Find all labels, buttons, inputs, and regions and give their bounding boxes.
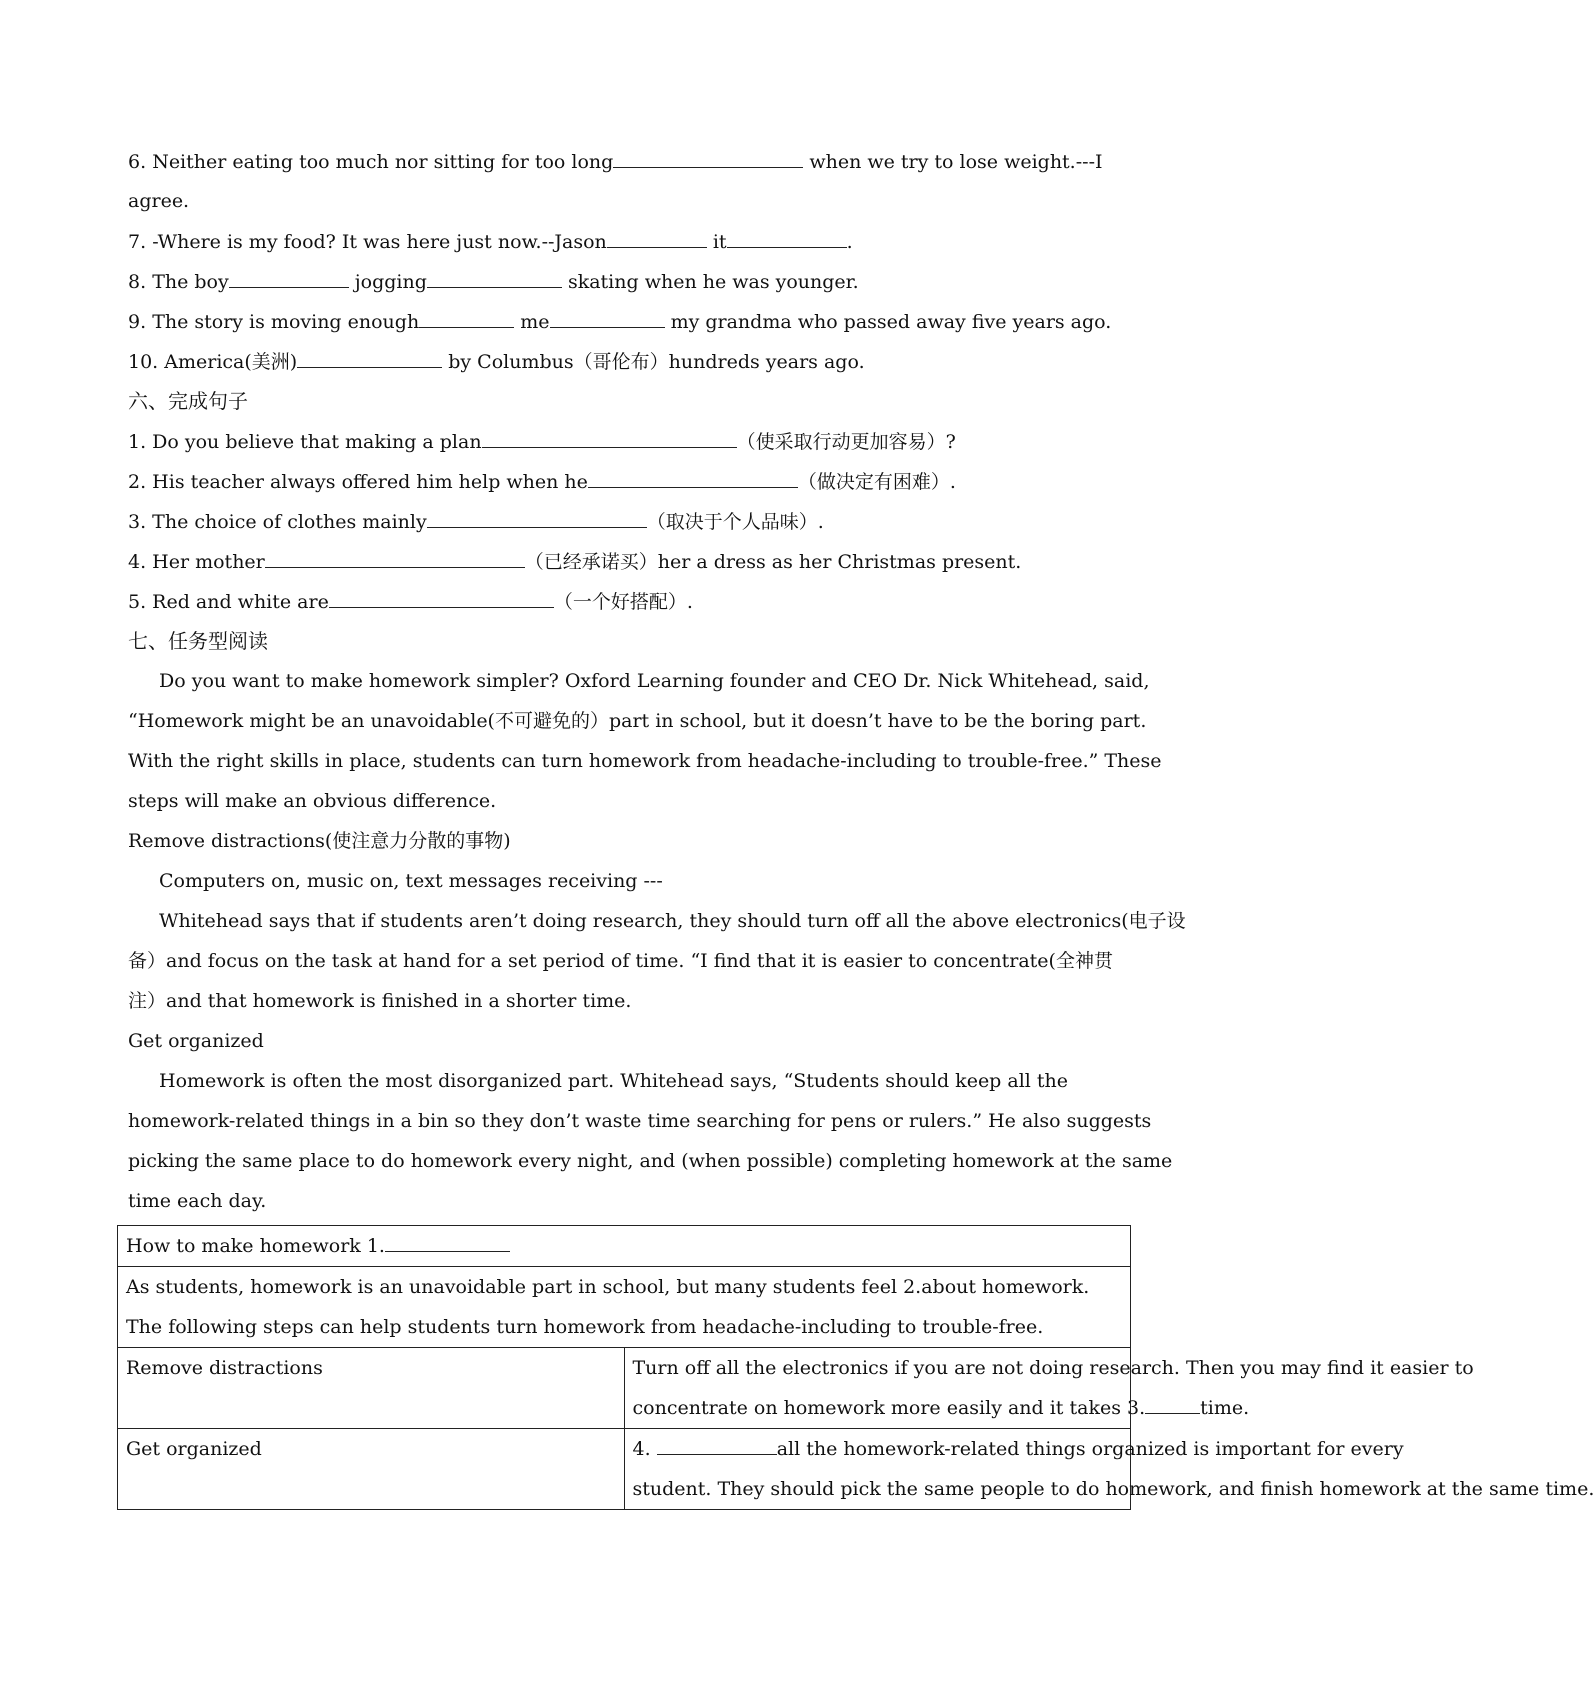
question-6-continued: agree. (128, 190, 190, 212)
sentence-2: 2. His teacher always offered him help when he （做决定有困难）. (128, 471, 956, 493)
table-row (118, 1348, 1131, 1429)
answer-blank[interactable] (727, 229, 847, 248)
passage-line: picking the same place to do homework every night, and (when possible) completing homework at the same (128, 1150, 1173, 1172)
table-row (118, 1429, 1131, 1510)
passage-line: 注）and that homework is finished in a shorter time. (128, 990, 632, 1012)
passage-line: Do you want to make homework simpler? Oxford Learning founder and CEO Dr. Nick Whitehead, said, (159, 670, 1150, 692)
question-7: 7. -Where is my food? It was here just now.--Jason it . (128, 231, 853, 253)
answer-blank[interactable] (427, 509, 647, 528)
table-row (118, 1226, 1131, 1267)
passage-line: “Homework might be an unavoidable(不可避免的）part in school, but it doesn’t have to be the boring part. (128, 710, 1147, 732)
answer-blank[interactable] (657, 1436, 777, 1455)
passage-line: Computers on, music on, text messages receiving --- (159, 870, 663, 892)
question-6: 6. Neither eating too much nor sitting for too long when we try to lose weight.---I (128, 151, 1103, 173)
passage-subheading: Remove distractions(使注意力分散的事物) (128, 830, 511, 852)
question-8: 8. The boy jogging skating when he was younger. (128, 271, 859, 293)
answer-blank[interactable] (613, 149, 803, 168)
passage-line: homework-related things in a bin so they don’t waste time searching for pens or rulers.” He also suggests (128, 1110, 1152, 1132)
passage-line: Homework is often the most disorganized part. Whitehead says, “Students should keep all the (159, 1070, 1069, 1092)
question-9: 9. The story is moving enough me my grandma who passed away five years ago. (128, 311, 1112, 333)
table-intro-cell: As students, homework is an unavoidable part in school, but many students feel 2.about homework. The following steps can help students turn homework from headache-including to trouble-free. (118, 1267, 1131, 1348)
passage-line: With the right skills in place, students can turn homework from headache-including to trouble-free.” These (128, 750, 1162, 772)
table-label-cell: Get organized (118, 1429, 625, 1510)
question-10: 10. America(美洲) by Columbus（哥伦布）hundreds years ago. (128, 351, 865, 373)
passage-line: time each day. (128, 1190, 267, 1212)
passage-line: 备）and focus on the task at hand for a set period of time. “I find that it is easier to concentrate(全神贯 (128, 950, 1113, 972)
sentence-3: 3. The choice of clothes mainly （取决于个人品味）. (128, 511, 824, 533)
passage-subheading: Get organized (128, 1030, 264, 1052)
task-table (117, 1225, 1594, 1510)
passage-line: steps will make an obvious difference. (128, 790, 497, 812)
section-6-title: 六、完成句子 (128, 389, 248, 413)
answer-blank[interactable] (265, 549, 525, 568)
answer-blank[interactable] (229, 269, 349, 288)
table-content-cell: 4. all the homework-related things organized is important for every student. They should pick the same people to do homework, and finish homework at the same time. (624, 1429, 1131, 1510)
sentence-1: 1. Do you believe that making a plan （使采取行动更加容易）? (128, 431, 956, 453)
answer-blank[interactable] (427, 269, 562, 288)
sentence-5: 5. Red and white are （一个好搭配）. (128, 591, 693, 613)
answer-blank[interactable] (1145, 1395, 1200, 1414)
passage-line: Whitehead says that if students aren’t doing research, they should turn off all the above electronics(电子设 (159, 910, 1186, 932)
answer-blank[interactable] (297, 349, 442, 368)
table-row (118, 1267, 1131, 1348)
answer-blank[interactable] (482, 429, 737, 448)
table-title-cell: How to make homework 1. (118, 1226, 1131, 1267)
table-content-cell: Turn off all the electronics if you are not doing research. Then you may find it easier to concentrate on homework more easily and it takes 3. time. (624, 1348, 1131, 1429)
answer-blank[interactable] (419, 309, 514, 328)
answer-blank[interactable] (607, 229, 707, 248)
answer-blank[interactable] (385, 1233, 510, 1252)
answer-blank[interactable] (550, 309, 665, 328)
answer-blank[interactable] (329, 589, 554, 608)
table-label-cell: Remove distractions (118, 1348, 625, 1429)
answer-blank[interactable] (588, 469, 798, 488)
sentence-4: 4. Her mother （已经承诺买）her a dress as her Christmas present. (128, 551, 1022, 573)
section-7-title: 七、任务型阅读 (128, 629, 268, 653)
